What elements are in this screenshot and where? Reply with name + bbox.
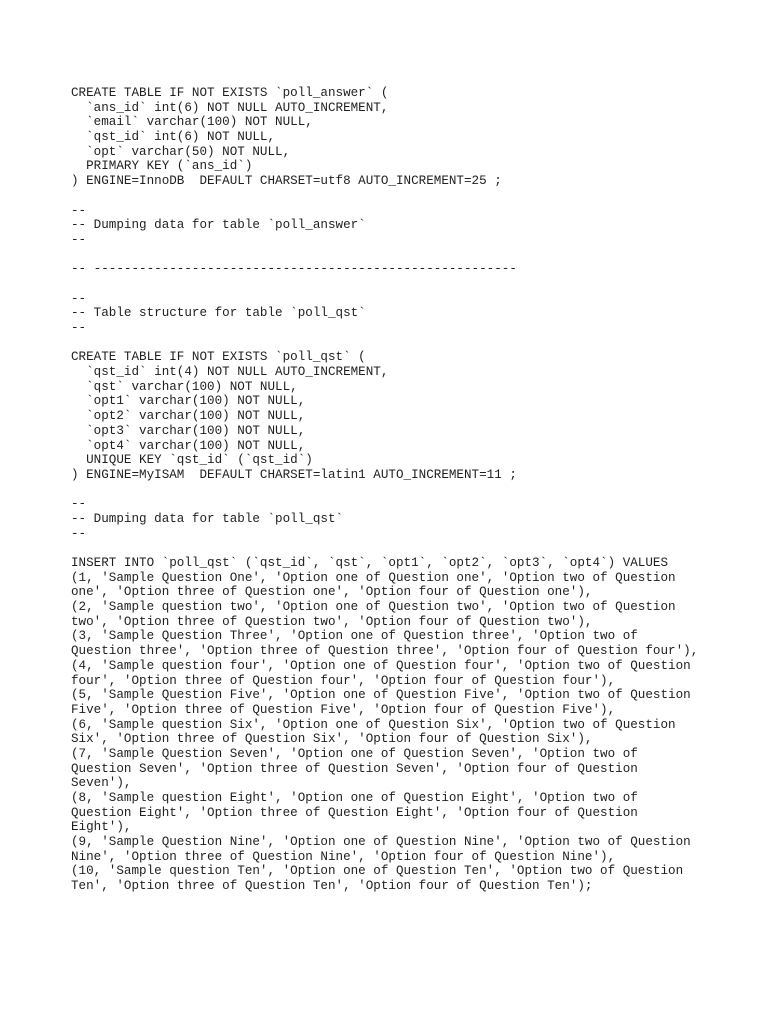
code-line: -- xyxy=(71,321,87,335)
sql-code-block xyxy=(71,86,698,894)
code-line: Six', 'Option three of Question Six', 'Option four of Question Six'), xyxy=(71,732,593,747)
code-line: `qst_id` int(4) NOT NULL AUTO_INCREMENT, xyxy=(71,365,389,380)
code-line: `ans_id` int(6) NOT NULL AUTO_INCREMENT, xyxy=(71,100,389,115)
code-line: ) ENGINE=InnoDB DEFAULT CHARSET=utf8 AUTO_INCREMENT=25 ; xyxy=(71,174,502,189)
code-line: (2, 'Sample question two', 'Option one of Question two', 'Option two of Question xyxy=(71,600,676,615)
code-line: (4, 'Sample question four', 'Option one of Question four', 'Option two of Question xyxy=(71,658,691,673)
code-line: `opt2` varchar(100) NOT NULL, xyxy=(71,409,306,424)
code-line: -- Dumping data for table `poll_answer` xyxy=(71,218,366,233)
code-line: Nine', 'Option three of Question Nine', 'Option four of Question Nine'), xyxy=(71,849,616,864)
code-line: `opt` varchar(50) NOT NULL, xyxy=(71,144,291,159)
code-line: ) ENGINE=MyISAM DEFAULT CHARSET=latin1 AUTO_INCREMENT=11 ; xyxy=(71,467,517,482)
code-line: Ten', 'Option three of Question Ten', 'Option four of Question Ten'); xyxy=(71,879,593,894)
code-line xyxy=(71,541,698,556)
code-line: -- -------------------------------------------------------- xyxy=(71,262,517,277)
code-line: (9, 'Sample Question Nine', 'Option one of Question Nine', 'Option two of Question xyxy=(71,835,691,850)
code-line: two', 'Option three of Question two', 'Option four of Question two'), xyxy=(71,614,593,629)
code-line: -- Dumping data for table `poll_qst` xyxy=(71,511,344,526)
code-line: (8, 'Sample question Eight', 'Option one of Question Eight', 'Option two of xyxy=(71,791,638,805)
code-line xyxy=(71,483,698,498)
code-line xyxy=(71,248,698,263)
code-line: Question Seven', 'Option three of Question Seven', 'Option four of Question xyxy=(71,761,638,776)
code-line: `qst` varchar(100) NOT NULL, xyxy=(71,379,298,394)
code-line: `qst_id` int(6) NOT NULL, xyxy=(71,130,276,145)
code-line: Five', 'Option three of Question Five', 'Option four of Question Five'), xyxy=(71,702,616,717)
code-line: (5, 'Sample Question Five', 'Option one of Question Five', 'Option two of Question xyxy=(71,688,691,703)
code-line: CREATE TABLE IF NOT EXISTS `poll_qst` ( xyxy=(71,350,366,365)
code-line xyxy=(71,189,698,204)
code-line: (6, 'Sample question Six', 'Option one of Question Six', 'Option two of Question xyxy=(71,717,676,732)
code-line: `opt3` varchar(100) NOT NULL, xyxy=(71,423,306,438)
code-line: INSERT INTO `poll_qst` (`qst_id`, `qst`, `opt1`, `opt2`, `opt3`, `opt4`) VALUES xyxy=(71,556,669,570)
code-line: CREATE TABLE IF NOT EXISTS `poll_answer` ( xyxy=(71,86,389,100)
code-line: `opt1` varchar(100) NOT NULL, xyxy=(71,394,306,409)
code-line: -- xyxy=(71,232,87,247)
code-line: `email` varchar(100) NOT NULL, xyxy=(71,115,313,130)
code-line: Eight'), xyxy=(71,820,132,835)
code-line xyxy=(71,277,698,292)
code-line: four', 'Option three of Question four', 'Option four of Question four'), xyxy=(71,673,616,688)
code-line: (10, 'Sample question Ten', 'Option one of Question Ten', 'Option two of Question xyxy=(71,864,684,879)
code-line: -- xyxy=(71,497,87,512)
code-line: Seven'), xyxy=(71,776,132,791)
code-line: PRIMARY KEY (`ans_id`) xyxy=(71,159,253,174)
code-line xyxy=(71,336,698,351)
code-line: UNIQUE KEY `qst_id` (`qst_id`) xyxy=(71,453,313,468)
code-line: (3, 'Sample Question Three', 'Option one of Question three', 'Option two of xyxy=(71,629,638,644)
code-line: one', 'Option three of Question one', 'Option four of Question one'), xyxy=(71,585,593,600)
code-line: -- xyxy=(71,203,87,218)
code-line: -- Table structure for table `poll_qst` xyxy=(71,306,366,321)
code-line: `opt4` varchar(100) NOT NULL, xyxy=(71,438,306,453)
code-line: -- xyxy=(71,291,87,306)
code-line: (1, 'Sample Question One', 'Option one of Question one', 'Option two of Question xyxy=(71,570,676,585)
code-line: (7, 'Sample Question Seven', 'Option one of Question Seven', 'Option two of xyxy=(71,746,638,761)
code-line: Question three', 'Option three of Question three', 'Option four of Question four'), xyxy=(71,644,699,659)
code-line: Question Eight', 'Option three of Question Eight', 'Option four of Question xyxy=(71,805,638,820)
code-line: -- xyxy=(71,526,87,541)
